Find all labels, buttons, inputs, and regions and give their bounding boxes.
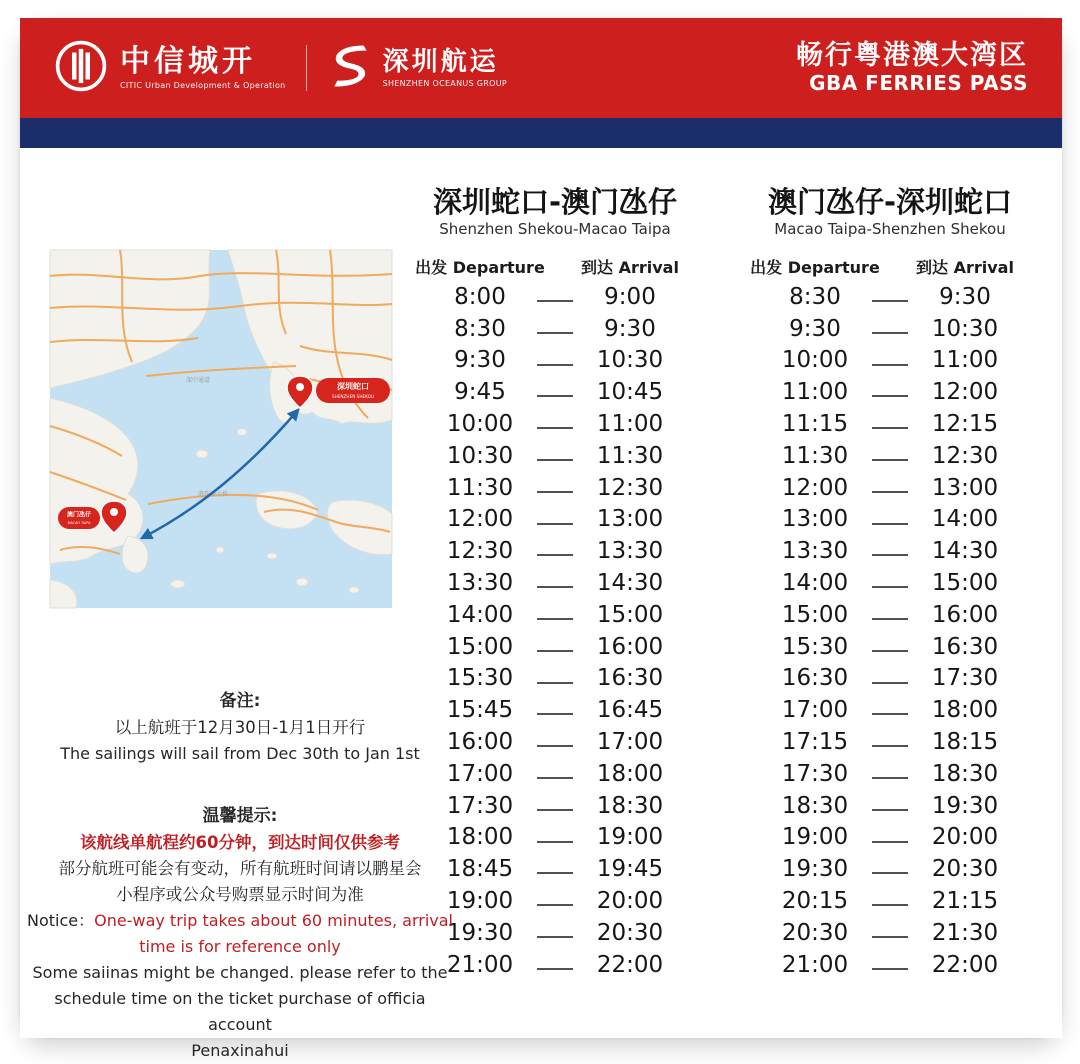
row-dash: [872, 809, 908, 811]
arrival-time: 11:00: [596, 411, 664, 438]
schedule-rows: [740, 281, 1040, 981]
schedule-row: [740, 599, 1040, 631]
arrival-time: 21:15: [931, 888, 999, 915]
departure-time: 8:30: [789, 283, 841, 310]
schedule-row: [740, 472, 1040, 504]
departure-time: 17:00: [446, 760, 514, 787]
oceanus-logo-icon: [327, 42, 371, 94]
arrival-time: 16:30: [596, 665, 664, 692]
schedule-title-cn: 澳门氹仔-深圳蛇口: [767, 185, 1013, 219]
row-dash: [537, 968, 573, 970]
remark-cn: 以上航班于12月30日-1月1日开行: [114, 718, 366, 737]
shekou-badge-cn: 深圳蛇口: [337, 382, 369, 391]
arrival-time: 12:30: [931, 442, 999, 469]
departure-time: 12:30: [446, 538, 514, 565]
row-dash: [537, 650, 573, 652]
poster-body: [20, 148, 1062, 1060]
schedule-row: [740, 885, 1040, 917]
schedule-column-headers: [740, 255, 1040, 275]
row-dash: [872, 745, 908, 747]
row-dash: [872, 904, 908, 906]
schedule-title-en: Macao Taipa-Shenzhen Shekou: [774, 220, 1006, 238]
citic-logo-icon: [54, 39, 108, 97]
arrival-time: 14:30: [931, 538, 999, 565]
header-divider: [306, 45, 307, 91]
row-dash: [537, 809, 573, 811]
arrival-time: 11:00: [931, 347, 999, 374]
schedule-row: [740, 567, 1040, 599]
departure-time: 15:00: [781, 601, 849, 628]
departure-time: 19:00: [446, 888, 514, 915]
arrival-time: 19:45: [596, 856, 664, 883]
departure-time: 12:00: [446, 506, 514, 533]
row-dash: [872, 459, 908, 461]
arrival-time: 22:00: [596, 951, 664, 978]
arrival-time: 13:30: [596, 538, 664, 565]
row-dash: [537, 459, 573, 461]
departure-time: 14:00: [781, 570, 849, 597]
notice-label: Notice：: [27, 911, 95, 930]
schedule-row: [740, 758, 1040, 790]
row-dash: [872, 395, 908, 397]
notice-line1: [25, 908, 455, 934]
schedule-row: [740, 853, 1040, 885]
arrival-time: 16:45: [596, 697, 664, 724]
arrival-time: 18:00: [931, 697, 999, 724]
arrival-time: 9:30: [604, 315, 656, 342]
pass-title-en: GBA FERRIES PASS: [809, 71, 1028, 95]
row-dash: [872, 364, 908, 366]
notice-en-line3: Penaxinahui: [191, 1041, 289, 1060]
arrival-time: 21:30: [931, 919, 999, 946]
schedule-row: [405, 504, 705, 536]
tips-line1: 部分航班可能会有变动，所有航班时间请以鹏星会: [58, 859, 422, 878]
citic-logo-block: [54, 39, 286, 97]
arrival-time: 10:30: [596, 347, 664, 374]
arrival-time: 19:00: [596, 824, 664, 851]
notice-en-line2: schedule time on the ticket purchase of officia account: [54, 989, 426, 1034]
schedule-taipa-to-shekou: [740, 185, 1040, 981]
schedule-column-headers: [405, 255, 705, 275]
departure-time: 17:00: [781, 697, 849, 724]
departure-time: 8:00: [454, 283, 506, 310]
schedule-row: [405, 376, 705, 408]
arrival-time: 18:15: [931, 729, 999, 756]
row-dash: [872, 586, 908, 588]
departure-time: 10:00: [446, 411, 514, 438]
schedule-row: [740, 313, 1040, 345]
departure-time: 8:30: [454, 315, 506, 342]
tips-section: [25, 803, 455, 1064]
departure-time: 19:30: [446, 919, 514, 946]
schedule-row: [740, 504, 1040, 536]
departure-time: 16:00: [446, 729, 514, 756]
schedule-row: [740, 345, 1040, 377]
row-dash: [872, 968, 908, 970]
header-banner: [20, 18, 1062, 118]
arrival-time: 12:30: [596, 474, 664, 501]
departure-time: 11:15: [781, 411, 849, 438]
departure-time: 10:30: [446, 442, 514, 469]
row-dash: [537, 554, 573, 556]
schedule-row: [405, 440, 705, 472]
schedule-row: [740, 790, 1040, 822]
tips-red-line: 该航线单航程约60分钟，到达时间仅供参考: [80, 833, 400, 852]
departure-time: 15:30: [781, 633, 849, 660]
oceanus-logo-block: [327, 42, 507, 94]
row-dash: [872, 713, 908, 715]
row-dash: [872, 841, 908, 843]
departure-time: 18:45: [446, 856, 514, 883]
arrival-time: 15:00: [596, 601, 664, 628]
arrival-time: 14:30: [596, 570, 664, 597]
remark-en: The sailings will sail from Dec 30th to Jan 1st: [60, 744, 420, 763]
arrival-time: 20:30: [931, 856, 999, 883]
arrival-time: 14:00: [931, 506, 999, 533]
macao-badge-en: MACAO TAIPA: [67, 521, 91, 525]
row-dash: [872, 777, 908, 779]
arrival-time: 18:00: [596, 760, 664, 787]
row-dash: [872, 427, 908, 429]
macao-badge-cn: 澳门氹仔: [66, 511, 92, 519]
row-dash: [872, 332, 908, 334]
schedule-row: [740, 694, 1040, 726]
row-dash: [537, 332, 573, 334]
arrival-time: 22:00: [931, 951, 999, 978]
schedule-row: [740, 535, 1040, 567]
departure-time: 19:30: [781, 856, 849, 883]
departure-time: 15:45: [446, 697, 514, 724]
departure-time: 17:30: [781, 760, 849, 787]
row-dash: [537, 936, 573, 938]
departure-time: 18:00: [446, 824, 514, 851]
arrival-column-header: 到达 Arrival: [581, 258, 679, 277]
schedule-row: [405, 535, 705, 567]
row-dash: [537, 713, 573, 715]
row-dash: [872, 872, 908, 874]
schedule-row: [740, 822, 1040, 854]
row-dash: [872, 650, 908, 652]
pass-title-block: [796, 41, 1028, 95]
arrival-time: 10:30: [931, 315, 999, 342]
arrival-time: 11:30: [596, 442, 664, 469]
row-dash: [872, 936, 908, 938]
departure-column-header: 出发 Departure: [415, 258, 545, 277]
schedule-row: [740, 376, 1040, 408]
row-dash: [537, 618, 573, 620]
departure-time: 17:15: [781, 729, 849, 756]
road-label-shenzhong: 深中通道: [186, 377, 211, 384]
arrival-time: 10:45: [596, 379, 664, 406]
departure-time: 9:45: [454, 379, 506, 406]
row-dash: [537, 364, 573, 366]
row-dash: [537, 682, 573, 684]
departure-time: 13:00: [781, 506, 849, 533]
row-dash: [537, 745, 573, 747]
schedule-row: [405, 313, 705, 345]
departure-time: 14:00: [446, 601, 514, 628]
road-label-hzmb: 港珠澳大桥: [198, 491, 229, 498]
schedule-title-cn: 深圳蛇口-澳门氹仔: [432, 185, 678, 219]
row-dash: [537, 586, 573, 588]
route-map: [50, 250, 392, 608]
schedule-row: [740, 949, 1040, 981]
row-dash: [872, 491, 908, 493]
oceanus-name-en: SHENZHEN OCEANUS GROUP: [382, 79, 507, 88]
departure-time: 13:30: [781, 538, 849, 565]
departure-column-header: 出发 Departure: [750, 258, 880, 277]
departure-time: 9:30: [789, 315, 841, 342]
arrival-time: 18:30: [931, 760, 999, 787]
departure-time: 9:30: [454, 347, 506, 374]
row-dash: [537, 777, 573, 779]
arrival-time: 17:30: [931, 665, 999, 692]
row-dash: [872, 682, 908, 684]
row-dash: [537, 491, 573, 493]
arrival-time: 16:00: [596, 633, 664, 660]
oceanus-name-cn: 深圳航运: [382, 47, 499, 77]
departure-time: 20:30: [781, 919, 849, 946]
row-dash: [872, 618, 908, 620]
row-dash: [537, 427, 573, 429]
tips-title: 温馨提示:: [202, 806, 278, 826]
schedule-row: [405, 281, 705, 313]
arrival-time: 20:30: [596, 919, 664, 946]
notice-en-line1: Some saiinas might be changed. please refer to the: [32, 963, 448, 982]
departure-time: 18:30: [781, 792, 849, 819]
departure-time: 19:00: [781, 824, 849, 851]
arrival-time: 15:00: [931, 570, 999, 597]
arrival-time: 12:15: [931, 411, 999, 438]
departure-time: 13:30: [446, 570, 514, 597]
arrival-time: 20:00: [931, 824, 999, 851]
schedule-row: [405, 567, 705, 599]
schedule-row: [740, 663, 1040, 695]
row-dash: [537, 395, 573, 397]
departure-time: 12:00: [781, 474, 849, 501]
notice-red-part2: time is for reference only: [139, 937, 341, 956]
citic-name-en: CITIC Urban Development & Operation: [120, 81, 286, 90]
arrival-time: 18:30: [596, 792, 664, 819]
arrival-time: 16:00: [931, 601, 999, 628]
row-dash: [872, 523, 908, 525]
departure-time: 11:00: [781, 379, 849, 406]
schedule-row: [405, 345, 705, 377]
pass-title-cn: 畅行粤港澳大湾区: [796, 40, 1028, 71]
arrival-time: 13:00: [931, 474, 999, 501]
schedule-row: [405, 408, 705, 440]
departure-time: 11:30: [446, 474, 514, 501]
remark-title: 备注:: [219, 691, 261, 711]
arrival-time: 16:30: [931, 633, 999, 660]
tips-line2: 小程序或公众号购票显示时间为准: [116, 885, 364, 904]
schedule-row: [405, 599, 705, 631]
arrival-time: 9:00: [604, 283, 656, 310]
arrival-time: 13:00: [596, 506, 664, 533]
shekou-badge-en: SHENZHEN SHEKOU: [331, 394, 375, 399]
row-dash: [537, 872, 573, 874]
arrival-time: 12:00: [931, 379, 999, 406]
departure-time: 16:30: [781, 665, 849, 692]
arrival-column-header: 到达 Arrival: [916, 258, 1014, 277]
schedule-row: [405, 472, 705, 504]
notice-red-part1: One-way trip takes about 60 minutes, arrival: [94, 911, 453, 930]
schedule-row: [740, 440, 1040, 472]
row-dash: [872, 300, 908, 302]
row-dash: [537, 300, 573, 302]
departure-time: 15:30: [446, 665, 514, 692]
departure-time: 10:00: [781, 347, 849, 374]
departure-time: 21:00: [446, 951, 514, 978]
remark-section: [25, 688, 455, 767]
row-dash: [537, 904, 573, 906]
row-dash: [537, 523, 573, 525]
arrival-time: 20:00: [596, 888, 664, 915]
citic-name-cn: 中信城开: [120, 44, 256, 79]
schedule-title-en: Shenzhen Shekou-Macao Taipa: [439, 220, 671, 238]
ferry-schedule-poster: [20, 18, 1062, 1060]
row-dash: [872, 554, 908, 556]
departure-time: 15:00: [446, 633, 514, 660]
schedule-row: [740, 281, 1040, 313]
departure-time: 21:00: [781, 951, 849, 978]
navy-stripe: [20, 118, 1062, 148]
schedule-row: [740, 408, 1040, 440]
departure-time: 17:30: [446, 792, 514, 819]
arrival-time: 9:30: [939, 283, 991, 310]
schedule-row: [740, 917, 1040, 949]
departure-time: 11:30: [781, 442, 849, 469]
schedule-row: [740, 726, 1040, 758]
arrival-time: 17:00: [596, 729, 664, 756]
arrival-time: 19:30: [931, 792, 999, 819]
schedule-row: [740, 631, 1040, 663]
row-dash: [537, 841, 573, 843]
departure-time: 20:15: [781, 888, 849, 915]
schedule-row: [405, 631, 705, 663]
